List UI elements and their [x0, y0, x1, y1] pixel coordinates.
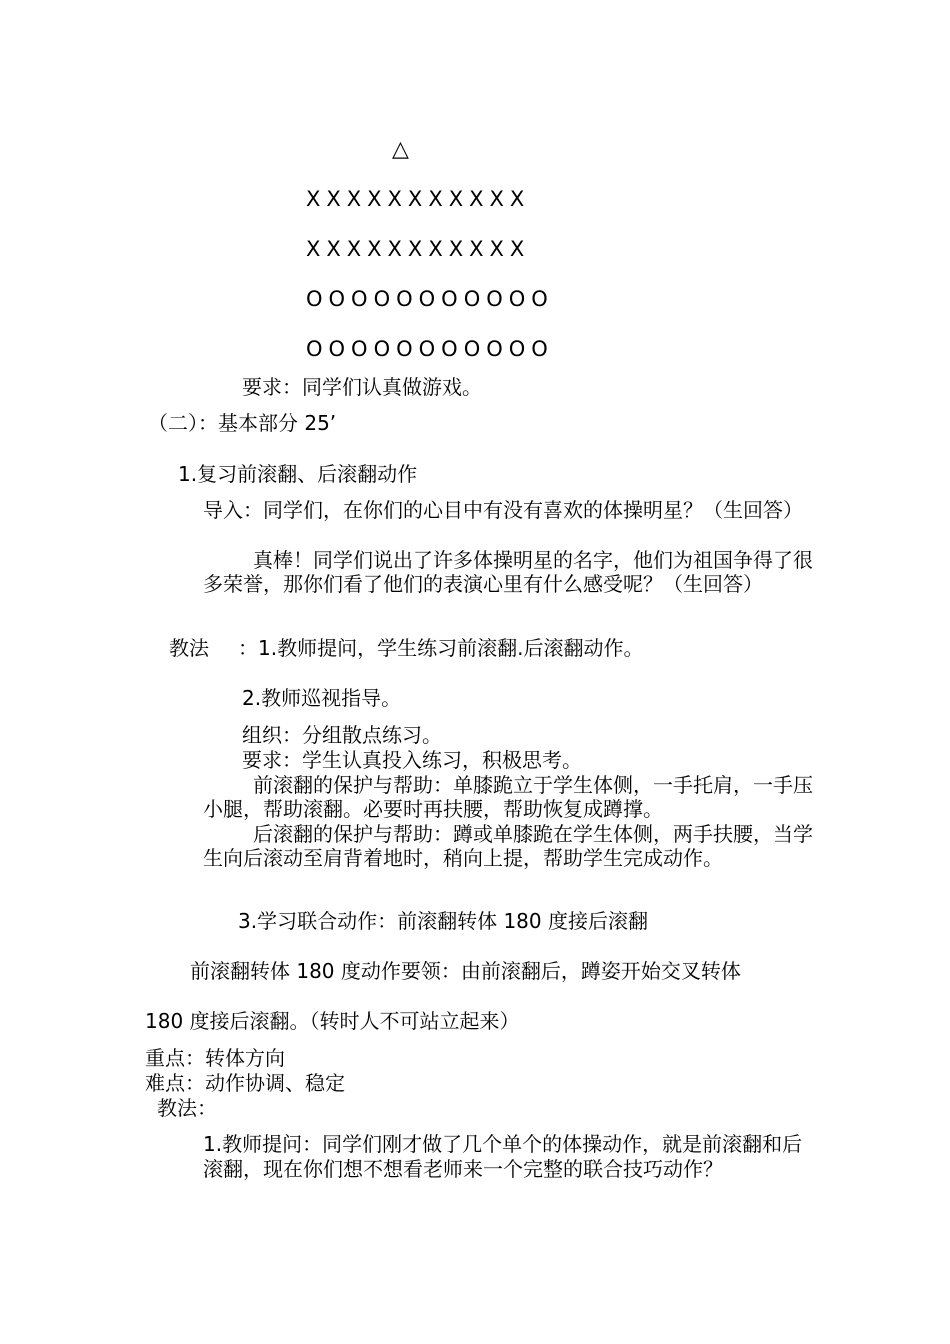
section-heading: （二）：基本部分 25’	[148, 411, 337, 435]
praise-paragraph: 真棒！同学们说出了许多体操明星的名字，他们为祖国争得了很多荣誉，那你们看了他们的表演心里有什么感受呢？（生回答）	[203, 548, 813, 596]
forward-roll-help: 前滚翻的保护与帮助：单膝跪立于学生体侧，一手托肩，一手压小腿，帮助滚翻。必要时再扶腰，帮助恢复成蹲撑。	[203, 773, 813, 821]
practice-requirement: 要求：学生认真投入练习，积极思考。	[242, 748, 582, 772]
method-label-2: 教法：	[157, 1096, 217, 1120]
teacher-question: 1.教师提问：同学们刚才做了几个单个的体操动作，就是前滚翻和后滚翻，现在你们想不想看老师来一个完整的联合技巧动作？	[203, 1132, 803, 1181]
combo-essentials-line-2: 180 度接后滚翻。（转时人不可站立起来）	[145, 1009, 520, 1033]
intro-paragraph: 导入：同学们，在你们的心目中有没有喜欢的体操明星？（生回答）	[203, 498, 803, 522]
method-step-1: ：1.教师提问，学生练习前滚翻.后滚翻动作。	[238, 636, 644, 660]
formation-row-2: XXXXXXXXXXX	[306, 237, 531, 261]
difficulty: 难点：动作协调、稳定	[145, 1071, 345, 1095]
formation-row-4: OOOOOOOOOOO	[306, 337, 554, 361]
combo-essentials-line-1: 前滚翻转体 180 度动作要领：由前滚翻后，蹲姿开始交叉转体	[190, 959, 741, 983]
key-point: 重点：转体方向	[145, 1046, 285, 1070]
method-label: 教法	[169, 636, 209, 660]
formation-row-1: XXXXXXXXXXX	[306, 187, 531, 211]
backward-roll-help: 后滚翻的保护与帮助：蹲或单膝跪在学生体侧，两手扶腰，当学生向后滚动至肩背着地时，稍向上提，帮助学生完成动作。	[203, 822, 813, 870]
formation-row-3: OOOOOOOOOOO	[306, 287, 554, 311]
teacher-mark: △	[392, 137, 409, 162]
combo-heading: 3.学习联合动作：前滚翻转体 180 度接后滚翻	[238, 909, 648, 933]
organization: 组织：分组散点练习。	[242, 723, 442, 747]
method-step-2: 2.教师巡视指导。	[242, 686, 402, 710]
review-heading: 1.复习前滚翻、后滚翻动作	[178, 462, 418, 486]
game-requirement: 要求：同学们认真做游戏。	[242, 375, 482, 399]
